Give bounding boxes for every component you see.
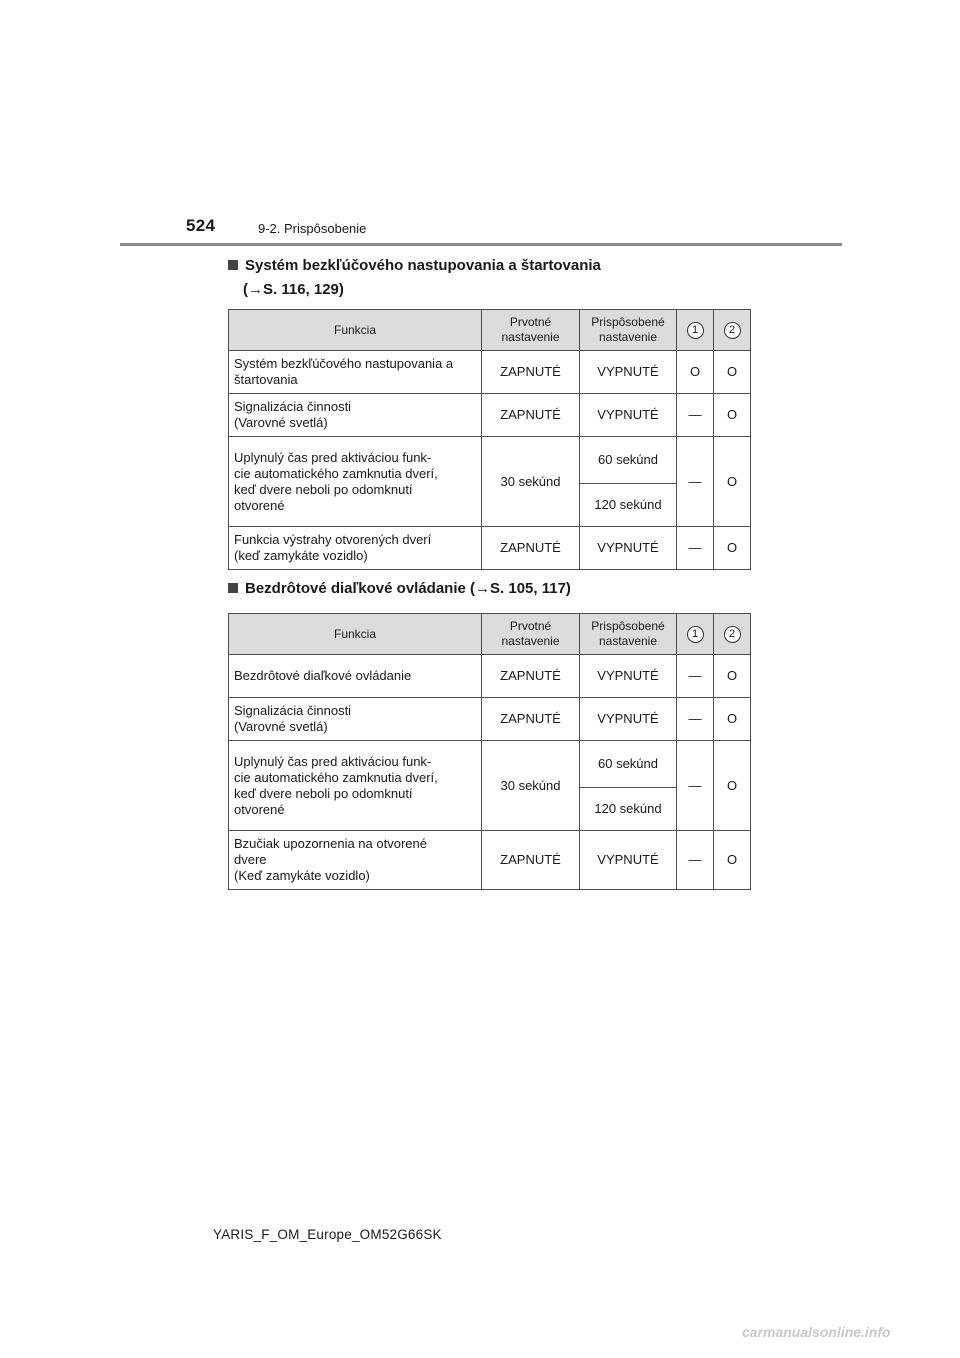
table-header-row (229, 614, 751, 655)
table-body (229, 655, 751, 890)
cell-col1: — (677, 831, 714, 890)
section-label: 9-2. Prispôsobenie (258, 221, 367, 236)
cell-function: Systém bezkľúčového nastupovania a štartovania (229, 351, 482, 394)
header-rule (120, 243, 842, 246)
cell-function: Bzučiak upozornenia na otvorené dvere (Keď zamykáte vozidlo) (229, 831, 482, 890)
section-heading-remote (228, 577, 571, 601)
column-header-1 (677, 614, 714, 655)
cell-default: ZAPNUTÉ (482, 394, 580, 437)
cell-default: 30 sekúnd (482, 741, 580, 831)
table-row (229, 741, 751, 788)
cell-function: Funkcia výstrahy otvorených dverí (keď zamykáte vozidlo) (229, 527, 482, 570)
table-row (229, 831, 751, 890)
circled-number-2-icon: 2 (724, 626, 741, 643)
column-header-default: Prvotné nastavenie (482, 310, 580, 351)
cell-col1: — (677, 437, 714, 527)
heading-line1: Systém bezkľúčového nastupovania a štartovania (245, 257, 601, 274)
table-row (229, 655, 751, 698)
cell-col2: O (714, 831, 751, 890)
table-row (229, 351, 751, 394)
cell-col1: — (677, 698, 714, 741)
circled-number-1-icon: 1 (687, 626, 704, 643)
cell-custom: 120 sekúnd (580, 788, 677, 831)
cell-default: ZAPNUTÉ (482, 655, 580, 698)
cell-custom: VYPNUTÉ (580, 351, 677, 394)
cell-col1: — (677, 741, 714, 831)
cell-custom: VYPNUTÉ (580, 655, 677, 698)
cell-custom: VYPNUTÉ (580, 394, 677, 437)
cell-default: ZAPNUTÉ (482, 698, 580, 741)
settings-table-remote (228, 613, 751, 890)
square-bullet-icon (228, 260, 238, 270)
cell-custom: 120 sekúnd (580, 484, 677, 527)
cell-col2: O (714, 437, 751, 527)
column-header-custom: Prispôsobené nastavenie (580, 614, 677, 655)
cell-col1: — (677, 527, 714, 570)
column-header-1 (677, 310, 714, 351)
cell-default: ZAPNUTÉ (482, 831, 580, 890)
heading-line1: Bezdrôtové diaľkové ovládanie (→S. 105, 117) (245, 580, 571, 597)
document-id: YARIS_F_OM_Europe_OM52G66SK (213, 1227, 442, 1242)
cell-col2: O (714, 527, 751, 570)
section-heading-keyless (228, 254, 601, 302)
column-header-function: Funkcia (229, 614, 482, 655)
cell-custom: VYPNUTÉ (580, 698, 677, 741)
heading-line2: (→S. 116, 129) (243, 281, 344, 298)
cell-custom: 60 sekúnd (580, 741, 677, 788)
cell-col2: O (714, 698, 751, 741)
cell-col2: O (714, 655, 751, 698)
cell-custom: VYPNUTÉ (580, 527, 677, 570)
cell-col2: O (714, 741, 751, 831)
cell-col1: — (677, 655, 714, 698)
cell-custom: 60 sekúnd (580, 437, 677, 484)
cell-col1: O (677, 351, 714, 394)
table-header-row (229, 310, 751, 351)
column-header-function: Funkcia (229, 310, 482, 351)
settings-table-keyless (228, 309, 751, 570)
cell-function: Signalizácia činnosti (Varovné svetlá) (229, 394, 482, 437)
cell-function: Bezdrôtové diaľkové ovládanie (229, 655, 482, 698)
cell-col1: — (677, 394, 714, 437)
table-row (229, 527, 751, 570)
cell-col2: O (714, 351, 751, 394)
cell-function: Uplynulý čas pred aktiváciou funk- cie automatického zamknutia dverí, keď dvere neboli po odomknutí otvorené (229, 741, 482, 831)
table-body (229, 351, 751, 570)
square-bullet-icon (228, 583, 238, 593)
cell-default: ZAPNUTÉ (482, 351, 580, 394)
cell-default: ZAPNUTÉ (482, 527, 580, 570)
circled-number-2-icon: 2 (724, 322, 741, 339)
cell-function: Uplynulý čas pred aktiváciou funk- cie automatického zamknutia dverí, keď dvere neboli po odomknutí otvorené (229, 437, 482, 527)
column-header-custom: Prispôsobené nastavenie (580, 310, 677, 351)
watermark[interactable]: carmanualsonline.info (742, 1324, 891, 1340)
circled-number-1-icon: 1 (687, 322, 704, 339)
cell-function: Signalizácia činnosti (Varovné svetlá) (229, 698, 482, 741)
cell-col2: O (714, 394, 751, 437)
table-row (229, 394, 751, 437)
cell-custom: VYPNUTÉ (580, 831, 677, 890)
column-header-2 (714, 614, 751, 655)
cell-default: 30 sekúnd (482, 437, 580, 527)
table-row (229, 437, 751, 484)
page-number: 524 (186, 216, 216, 235)
column-header-2 (714, 310, 751, 351)
table-row (229, 698, 751, 741)
column-header-default: Prvotné nastavenie (482, 614, 580, 655)
